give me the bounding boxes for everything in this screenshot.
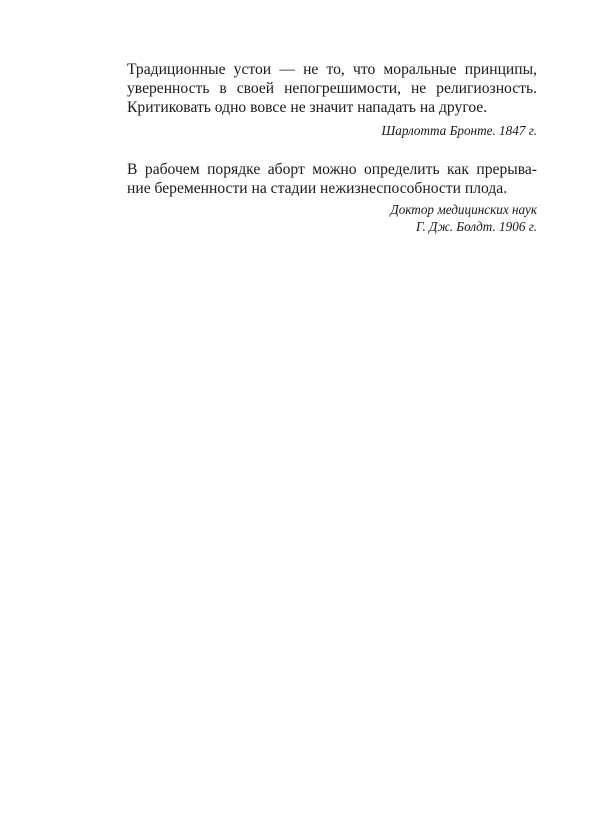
quote-attribution: Шарлотта Бронте. 1847 г. xyxy=(381,123,537,138)
epigraph-bronte xyxy=(127,60,537,139)
quote-attribution: Г. Дж. Болдт. 1906 г. xyxy=(415,219,537,234)
quote-line: ние беременности на стадии нежизнеспособности плода. xyxy=(127,180,508,197)
quote-attribution: Доктор медицинских наук xyxy=(390,202,537,217)
quote-line: Критиковать одно вовсе не значит нападать на другое. xyxy=(127,99,488,116)
epigraph-boldt xyxy=(127,160,537,235)
quote-line: Традиционные устои — не то, что моральные принципы, xyxy=(127,61,537,78)
quote-line: В рабочем порядке аборт можно определить как прерыва- xyxy=(127,161,537,178)
quote-line: уверенность в своей непогрешимости, не религиозность. xyxy=(127,80,537,97)
